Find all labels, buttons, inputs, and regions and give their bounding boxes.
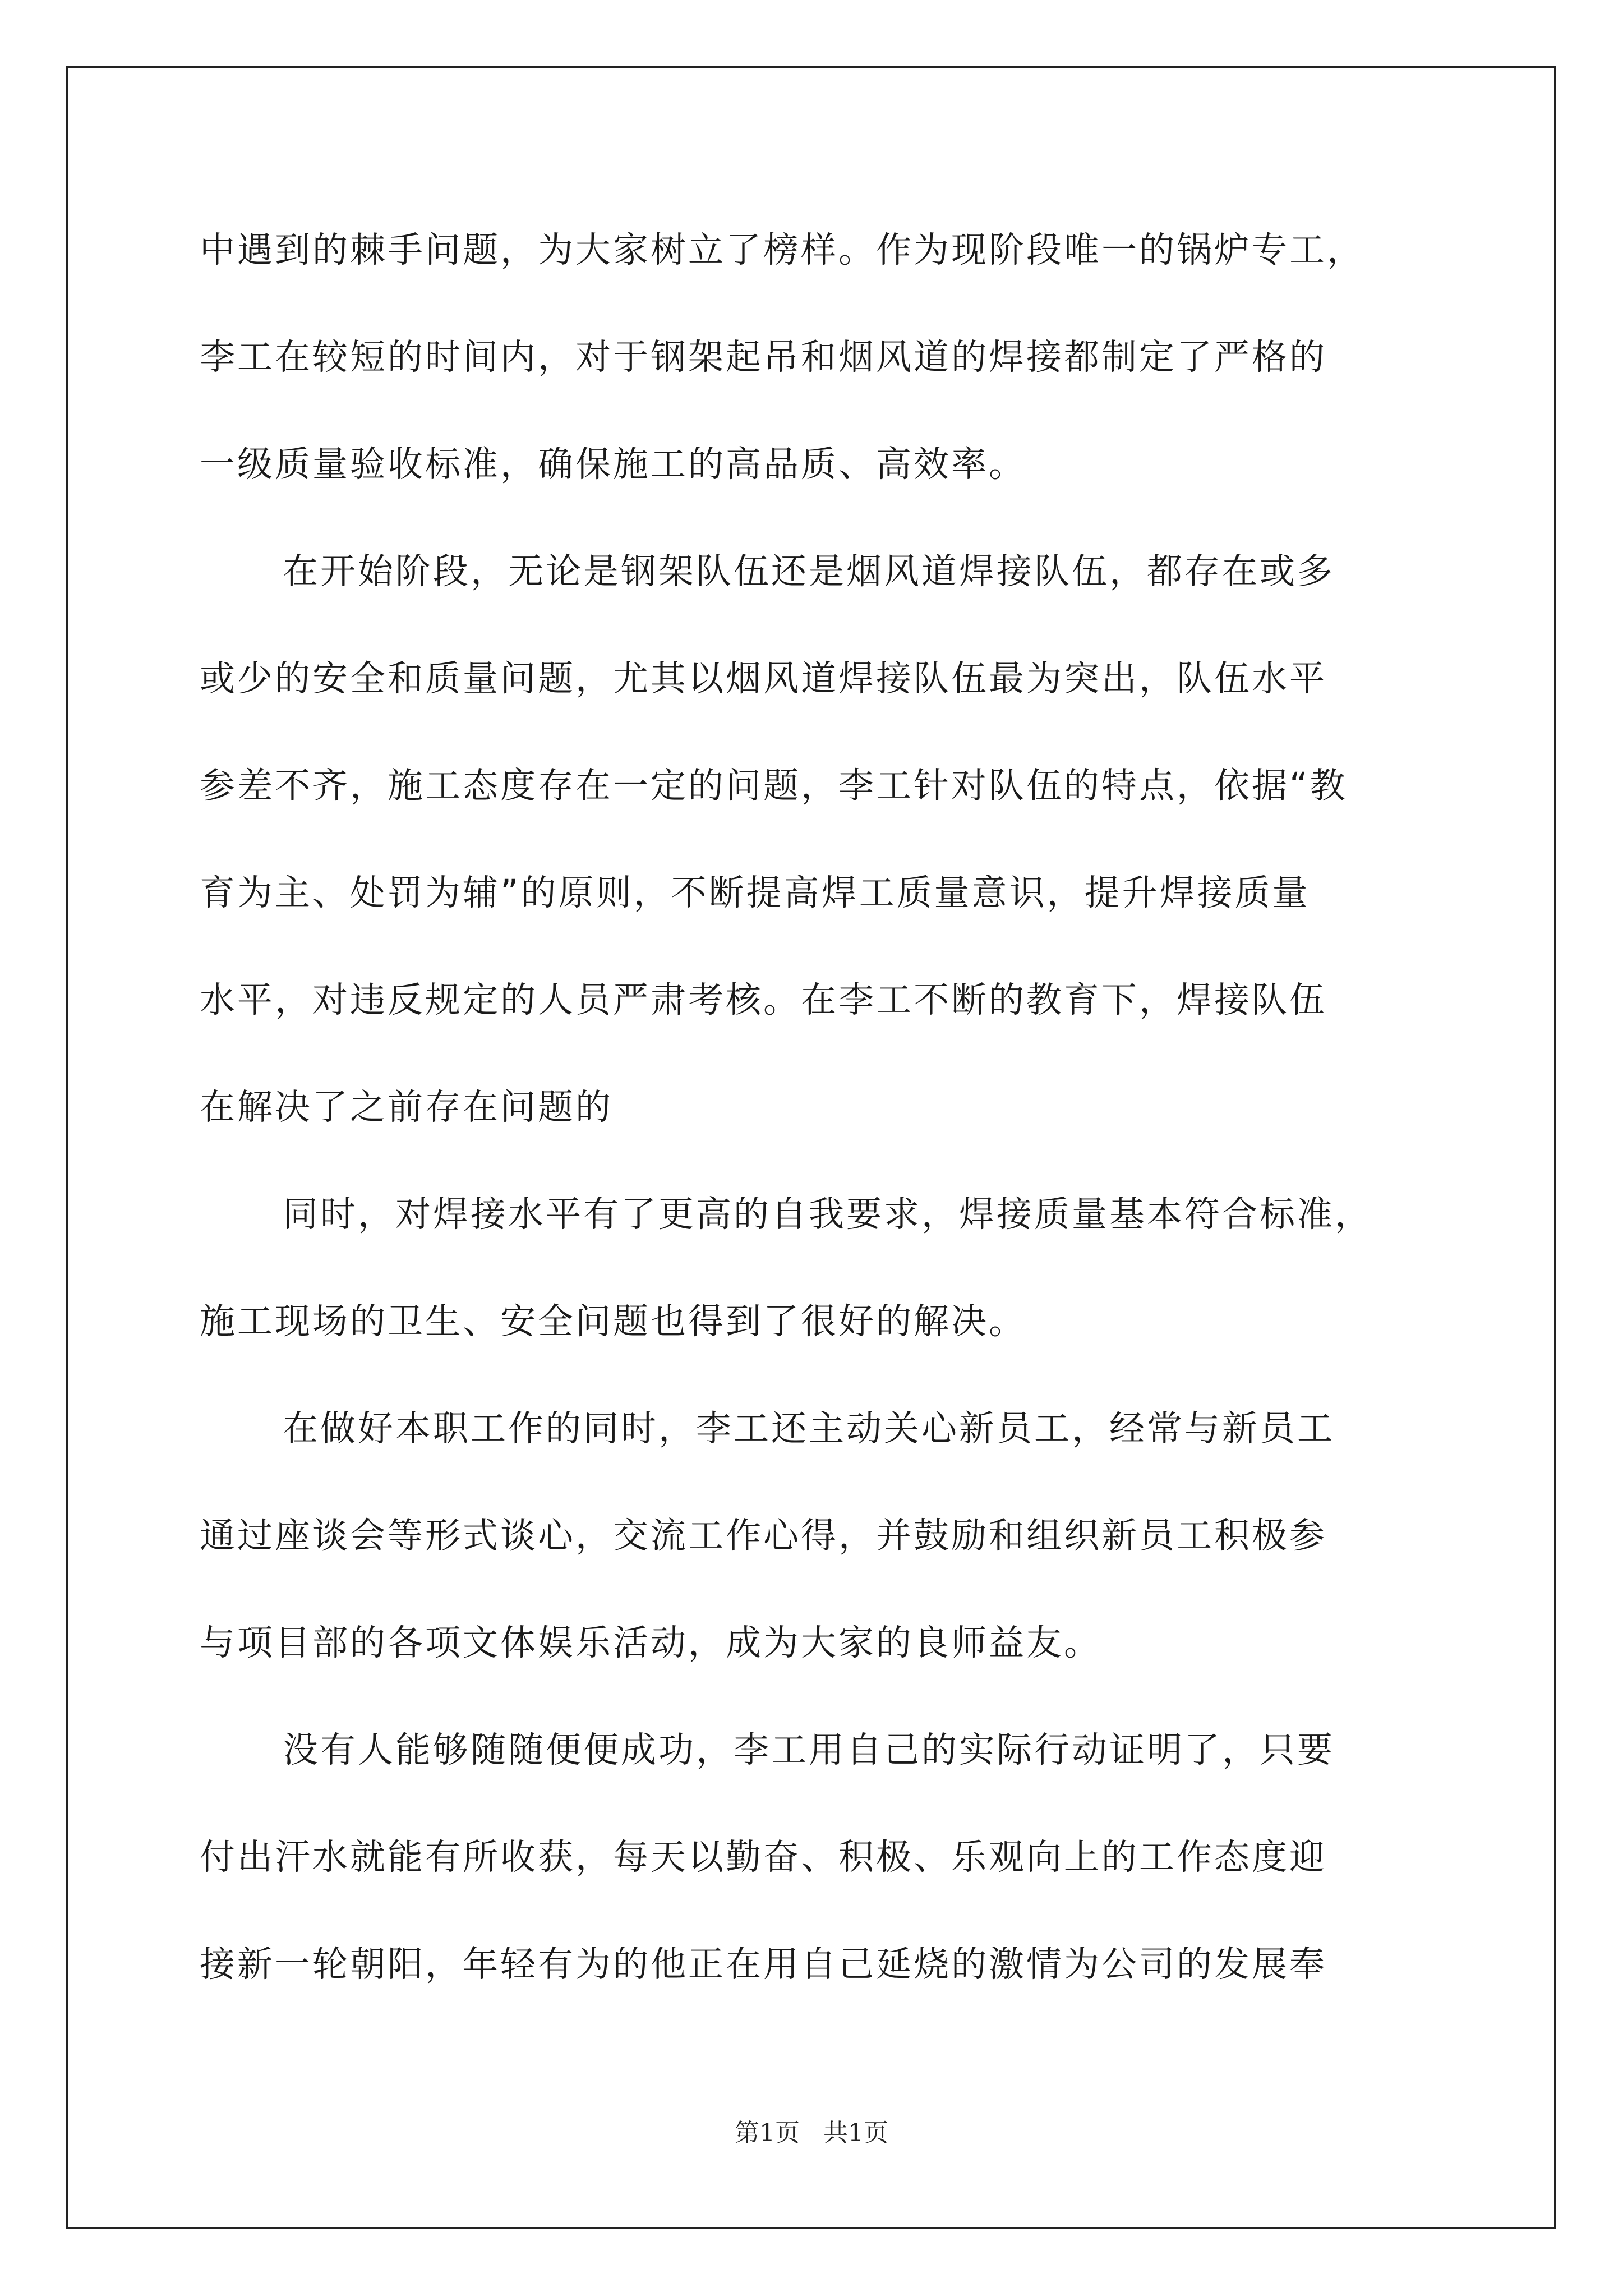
text-line: 参差不齐，施工态度存在一定的问题，李工针对队伍的特点，依据“教 [200, 765, 1348, 806]
text-line: 付出汗水就能有所收获，每天以勤奋、积极、乐观向上的工作态度迎 [200, 1837, 1327, 1878]
text-line: 李工在较短的时间内，对于钢架起吊和烟风道的焊接都制定了严格的 [200, 337, 1327, 378]
text-line: 在解决了之前存在问题的 [200, 1087, 613, 1128]
text-line: 在开始阶段，无论是钢架队伍还是烟风道焊接队伍，都存在或多 [283, 551, 1335, 592]
text-line: 与项目部的各项文体娱乐活动，成为大家的良师益友。 [200, 1622, 1101, 1663]
text-line: 没有人能够随随便便成功，李工用自己的实际行动证明了，只要 [283, 1729, 1335, 1770]
text-line: 育为主、处罚为辅”的原则，不断提高焊工质量意识，提升焊接质量 [200, 872, 1310, 913]
text-line: 接新一轮朝阳，年轻有为的他正在用自己延烧的激情为公司的发展奉 [200, 1944, 1327, 1985]
text-line: 在做好本职工作的同时，李工还主动关心新员工，经常与新员工 [283, 1408, 1335, 1449]
text-line: 施工现场的卫生、安全问题也得到了很好的解决。 [200, 1301, 1026, 1342]
text-line: 通过座谈会等形式谈心，交流工作心得，并鼓励和组织新员工积极参 [200, 1515, 1327, 1556]
text-line: 或少的安全和质量问题，尤其以烟风道焊接队伍最为突出，队伍水平 [200, 658, 1327, 699]
document-body [200, 196, 1456, 2018]
text-line: 一级质量验收标准，确保施工的高品质、高效率。 [200, 444, 1026, 485]
text-line: 中遇到的棘手问题，为大家树立了榜样。作为现阶段唯一的锅炉专工， [200, 229, 1364, 270]
page-number-footer: 第1页 共1页 [735, 2119, 888, 2147]
text-line: 水平，对违反规定的人员严肃考核。在李工不断的教育下，焊接队伍 [200, 979, 1327, 1020]
text-line: 同时，对焊接水平有了更高的自我要求，焊接质量基本符合标准， [283, 1194, 1372, 1235]
